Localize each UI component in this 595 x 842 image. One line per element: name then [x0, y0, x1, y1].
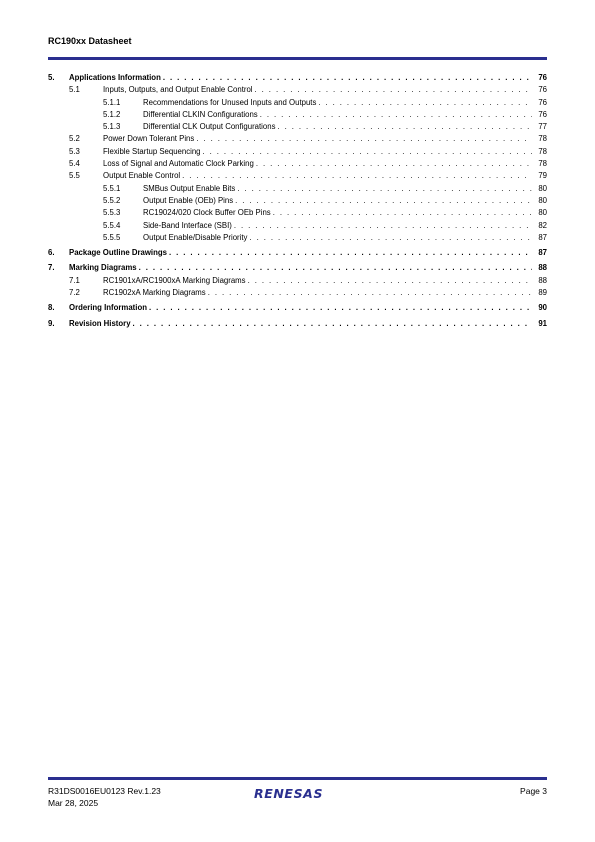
toc-dot-leader	[255, 84, 532, 96]
toc-entry[interactable]	[48, 170, 547, 182]
toc-dot-leader	[235, 195, 532, 207]
toc-entry-number: 7.1	[69, 275, 80, 285]
table-of-contents	[48, 72, 547, 330]
toc-entry-title: Loss of Signal and Automatic Clock Parking	[103, 158, 256, 170]
toc-dot-leader	[260, 109, 532, 121]
toc-entry-page: 78	[532, 158, 547, 170]
toc-dot-leader	[249, 232, 532, 244]
toc-entry-title: Output Enable Control	[103, 170, 182, 182]
toc-dot-leader	[196, 133, 532, 145]
toc-entry[interactable]	[48, 158, 547, 170]
toc-entry-number: 5.5.5	[103, 232, 121, 242]
toc-entry[interactable]	[48, 318, 547, 330]
toc-entry-page: 87	[532, 232, 547, 244]
toc-dot-leader	[208, 287, 532, 299]
toc-entry[interactable]	[48, 146, 547, 158]
toc-entry-page: 76	[532, 109, 547, 121]
toc-entry-page: 82	[532, 220, 547, 232]
toc-dot-leader	[237, 183, 532, 195]
toc-entry-title: Power Down Tolerant Pins	[103, 133, 196, 145]
toc-entry[interactable]	[48, 262, 547, 274]
toc-entry-page: 90	[532, 302, 547, 314]
footer-document-info	[48, 786, 161, 809]
toc-entry-line	[143, 109, 547, 121]
toc-entry-page: 80	[532, 195, 547, 207]
toc-entry-line	[103, 146, 547, 158]
toc-entry[interactable]	[48, 195, 547, 207]
toc-entry-number: 5.2	[69, 134, 80, 144]
toc-dot-leader	[163, 72, 532, 84]
toc-entry-number: 8.	[48, 303, 55, 313]
toc-dot-leader	[182, 170, 532, 182]
header-rule	[48, 57, 547, 60]
toc-entry-page: 78	[532, 133, 547, 145]
toc-entry-title: Differential CLKIN Configurations	[143, 109, 260, 121]
toc-entry[interactable]	[48, 109, 547, 121]
toc-entry-number: 5.3	[69, 146, 80, 156]
toc-entry-title: RC1902xA Marking Diagrams	[103, 287, 208, 299]
toc-dot-leader	[149, 302, 532, 314]
toc-entry-line	[103, 158, 547, 170]
toc-entry-number: 5.5.1	[103, 183, 121, 193]
toc-entry-title: Side-Band Interface (SBI)	[143, 220, 234, 232]
toc-entry-line	[103, 170, 547, 182]
toc-entry[interactable]	[48, 121, 547, 133]
toc-entry-title: Output Enable (OEb) Pins	[143, 195, 235, 207]
toc-entry-page: 76	[532, 97, 547, 109]
toc-entry-line	[143, 207, 547, 219]
toc-entry-title: Revision History	[69, 318, 133, 330]
toc-entry-title: Output Enable/Disable Priority	[143, 232, 249, 244]
page-number: Page 3	[520, 786, 547, 796]
toc-entry[interactable]	[48, 84, 547, 96]
toc-entry[interactable]	[48, 207, 547, 219]
toc-entry-line	[143, 220, 547, 232]
toc-entry-line	[103, 275, 547, 287]
toc-dot-leader	[234, 220, 532, 232]
toc-entry-number: 5.4	[69, 159, 80, 169]
toc-entry-title: Ordering Information	[69, 302, 149, 314]
toc-dot-leader	[133, 318, 532, 330]
toc-entry-line	[103, 287, 547, 299]
toc-entry-title: Flexible Startup Sequencing	[103, 146, 203, 158]
toc-entry-title: Package Outline Drawings	[69, 247, 169, 259]
toc-entry-page: 88	[532, 275, 547, 287]
document-title: RC190xx Datasheet	[48, 36, 132, 46]
toc-dot-leader	[256, 158, 532, 170]
toc-entry-title: RC1901xA/RC1900xA Marking Diagrams	[103, 275, 248, 287]
toc-entry-page: 89	[532, 287, 547, 299]
toc-entry-number: 7.	[48, 263, 55, 273]
toc-dot-leader	[139, 262, 532, 274]
toc-entry-title: SMBus Output Enable Bits	[143, 183, 237, 195]
toc-entry-line	[69, 247, 547, 259]
toc-entry-number: 5.1.3	[103, 122, 121, 132]
toc-entry-page: 76	[532, 84, 547, 96]
toc-entry-title: Inputs, Outputs, and Output Enable Control	[103, 84, 255, 96]
toc-entry-number: 5.	[48, 73, 55, 82]
toc-entry-title: Recommendations for Unused Inputs and Outputs	[143, 97, 318, 109]
toc-entry[interactable]	[48, 232, 547, 244]
toc-entry-number: 5.5.3	[103, 208, 121, 218]
toc-entry-number: 5.5.4	[103, 220, 121, 230]
toc-entry-line	[143, 121, 547, 133]
toc-entry-line	[69, 302, 547, 314]
toc-entry[interactable]	[48, 220, 547, 232]
toc-entry[interactable]	[48, 275, 547, 287]
toc-entry-title: Applications Information	[69, 72, 163, 84]
toc-entry[interactable]	[48, 287, 547, 299]
toc-entry[interactable]	[48, 97, 547, 109]
footer-rule	[48, 777, 547, 780]
toc-entry[interactable]	[48, 247, 547, 259]
toc-entry-number: 5.1	[69, 85, 80, 95]
toc-entry-number: 9.	[48, 318, 55, 328]
toc-entry-page: 77	[532, 121, 547, 133]
toc-entry-page: 91	[532, 318, 547, 330]
toc-entry-line	[143, 232, 547, 244]
toc-entry-number: 5.5.2	[103, 195, 121, 205]
toc-entry[interactable]	[48, 183, 547, 195]
toc-entry-line	[103, 84, 547, 96]
toc-entry-number: 5.5	[69, 171, 80, 181]
toc-entry-number: 5.1.1	[103, 97, 121, 107]
toc-entry-line	[69, 72, 547, 84]
document-id: R31DS0016EU0123 Rev.1.23	[48, 786, 161, 796]
toc-entry-number: 6.	[48, 248, 55, 258]
toc-dot-leader	[277, 121, 532, 133]
document-date: Mar 28, 2025	[48, 797, 99, 808]
toc-entry-page: 87	[532, 247, 547, 259]
toc-entry-line	[143, 195, 547, 207]
toc-entry-line	[143, 183, 547, 195]
toc-entry-line	[143, 97, 547, 109]
toc-entry-page: 80	[532, 183, 547, 195]
toc-entry-page: 80	[532, 207, 547, 219]
toc-entry-page: 76	[532, 72, 547, 84]
toc-entry-page: 88	[532, 262, 547, 274]
toc-entry-page: 79	[532, 170, 547, 182]
toc-dot-leader	[248, 275, 532, 287]
toc-entry-title: Marking Diagrams	[69, 262, 139, 274]
toc-entry[interactable]	[48, 72, 547, 84]
toc-entry-title: RC19024/020 Clock Buffer OEb Pins	[143, 207, 273, 219]
toc-entry-number: 5.1.2	[103, 109, 121, 119]
toc-entry-line	[103, 133, 547, 145]
toc-entry-title: Differential CLK Output Configurations	[143, 121, 277, 133]
toc-entry-page: 78	[532, 146, 547, 158]
toc-dot-leader	[318, 97, 532, 109]
renesas-logo: RENESAS	[254, 786, 324, 801]
toc-dot-leader	[273, 207, 532, 219]
toc-entry-number: 7.2	[69, 288, 80, 298]
toc-dot-leader	[169, 247, 532, 259]
toc-entry[interactable]	[48, 133, 547, 145]
toc-entry[interactable]	[48, 302, 547, 314]
toc-dot-leader	[203, 146, 532, 158]
toc-entry-line	[69, 318, 547, 330]
toc-entry-line	[69, 262, 547, 274]
